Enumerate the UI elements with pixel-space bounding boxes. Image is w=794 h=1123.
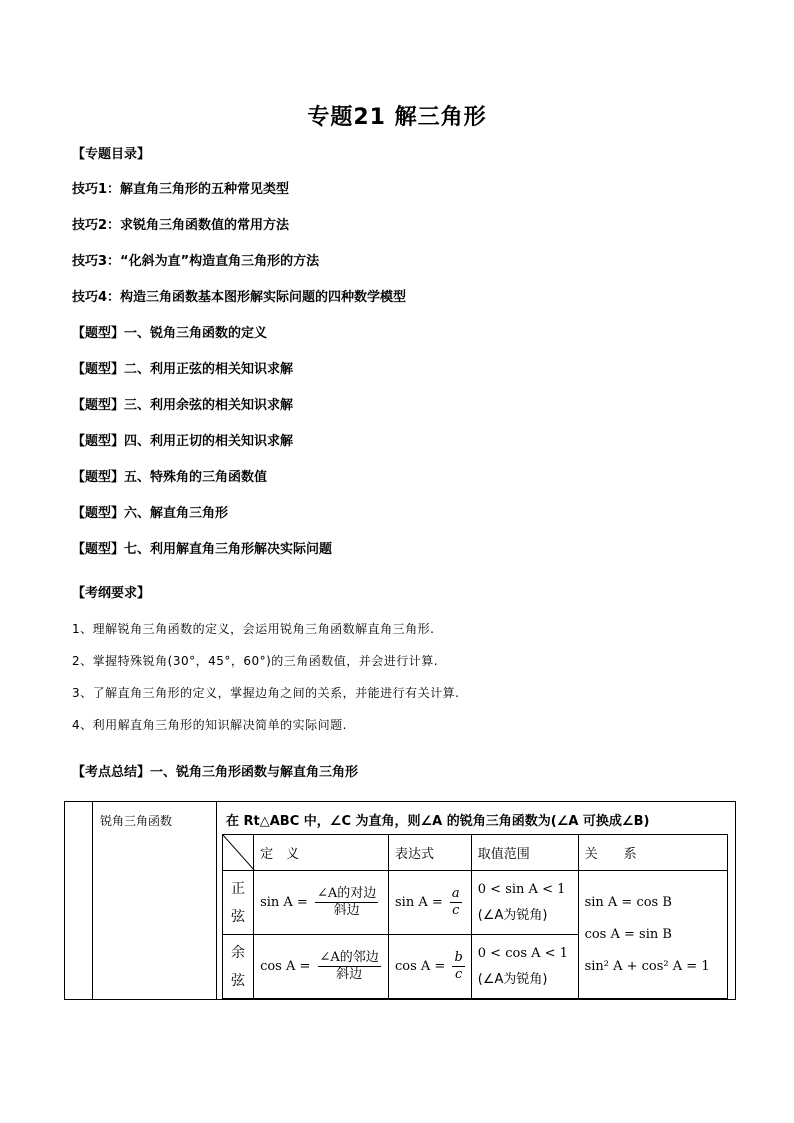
toc-item: 【题型】一、锐角三角函数的定义 xyxy=(72,326,268,341)
fraction-denominator: 斜边 xyxy=(333,903,360,918)
row-name-char: 余 xyxy=(231,944,246,961)
toc-item: 技巧4：构造三角函数基本图形解实际问题的四种数学模型 xyxy=(72,290,407,305)
row-name-char: 正 xyxy=(231,880,246,897)
header-definition: 定 义 xyxy=(254,835,389,871)
toc-item: 技巧3：“化斜为直”构造直角三角形的方法 xyxy=(72,254,320,269)
header-expression: 表达式 xyxy=(388,835,471,871)
toc-item: 【题型】二、利用正弦的相关知识求解 xyxy=(72,362,294,377)
range-note: (∠A为锐角) xyxy=(477,971,548,987)
summary-header: 【考点总结】一、锐角三角形函数与解直角三角形 xyxy=(72,765,359,780)
range-cosine xyxy=(471,935,578,999)
table-header-row xyxy=(223,835,728,871)
fraction-denominator: c xyxy=(452,903,460,918)
table-divider xyxy=(92,802,93,999)
definition-sine xyxy=(254,871,389,935)
toc-item: 技巧1：解直角三角形的五种常见类型 xyxy=(72,182,290,197)
row-name-cosine xyxy=(223,935,254,999)
requirement-item: 4、利用解直角三角形的知识解决简单的实际问题. xyxy=(72,718,347,732)
header-relation: 关 系 xyxy=(578,835,727,871)
definition-cosine xyxy=(254,935,389,999)
toc-header: 【专题目录】 xyxy=(72,147,151,162)
category-label: 锐角三角函数 xyxy=(100,814,173,828)
toc-item: 【题型】六、解直角三角形 xyxy=(72,506,229,521)
fraction-numerator: a xyxy=(451,886,460,901)
toc-item: 【题型】七、利用解直角三角形解决实际问题 xyxy=(72,542,333,557)
fraction xyxy=(315,886,378,919)
toc-item: 技巧2：求锐角三角函数值的常用方法 xyxy=(72,218,290,233)
fraction-numerator: ∠A的邻边 xyxy=(319,950,379,965)
relation-formula: cos A = sin B xyxy=(584,926,672,942)
formula-lhs: sin A = xyxy=(394,895,443,910)
formula-lhs: sin A = xyxy=(260,895,308,910)
requirements-header: 【考纲要求】 xyxy=(72,586,151,601)
table-row-sine xyxy=(223,871,728,935)
relations-cell xyxy=(578,871,727,999)
trig-table xyxy=(222,834,728,999)
table-intro: 在 Rt△ABC 中，∠C 为直角，则∠A 的锐角三角函数为(∠A 可换成∠B) xyxy=(226,814,650,829)
table-divider xyxy=(216,802,217,999)
fraction xyxy=(318,950,381,983)
diagonal-cell xyxy=(223,835,254,871)
expression-sine xyxy=(388,871,471,935)
formula-lhs: cos A = xyxy=(394,959,446,974)
fraction-numerator: b xyxy=(454,950,463,965)
relation-formula: sin² A + cos² A = 1 xyxy=(584,958,710,974)
header-range: 取值范围 xyxy=(471,835,578,871)
requirement-item: 1、理解锐角三角函数的定义，会运用锐角三角函数解直角三角形. xyxy=(72,622,435,636)
row-name-sine xyxy=(223,871,254,935)
fraction xyxy=(452,950,464,983)
fraction-denominator: 斜边 xyxy=(336,967,363,982)
range-sine xyxy=(471,871,578,935)
expression-cosine xyxy=(388,935,471,999)
fraction-denominator: c xyxy=(454,967,463,982)
toc-item: 【题型】四、利用正切的相关知识求解 xyxy=(72,434,294,449)
requirement-item: 2、掌握特殊锐角(30°，45°，60°)的三角函数值，并会进行计算. xyxy=(72,654,439,668)
row-name-char: 弦 xyxy=(231,908,246,925)
range-formula: 0 < cos A < 1 xyxy=(477,945,568,961)
page-title: 专题21 解三角形 xyxy=(307,105,487,130)
toc-item: 【题型】五、特殊角的三角函数值 xyxy=(72,470,268,485)
fraction xyxy=(450,886,462,919)
fraction-numerator: ∠A的对边 xyxy=(316,886,377,901)
range-formula: 0 < sin A < 1 xyxy=(477,881,566,897)
requirement-item: 3、了解直角三角形的定义，掌握边角之间的关系，并能进行有关计算. xyxy=(72,686,460,700)
diagonal-line xyxy=(223,835,255,871)
relation-formula: sin A = cos B xyxy=(584,894,672,910)
toc-item: 【题型】三、利用余弦的相关知识求解 xyxy=(72,398,294,413)
formula-lhs: cos A = xyxy=(260,959,311,974)
range-note: (∠A为锐角) xyxy=(477,907,548,923)
row-name-char: 弦 xyxy=(231,972,246,989)
